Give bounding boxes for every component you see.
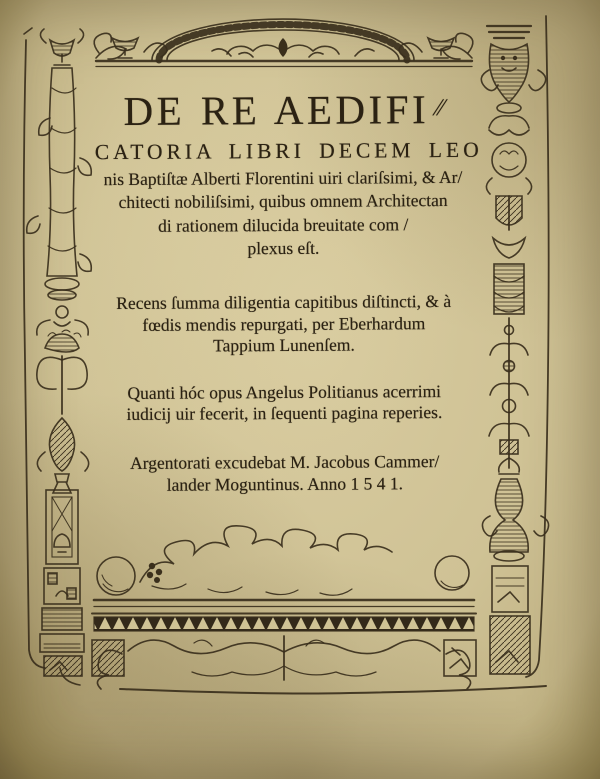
subtitle-paragraph <box>95 166 472 262</box>
commendation-line: Quanti hóc opus Angelus Politianus acerrimi <box>127 381 442 403</box>
editorial-note-line: Recens ſumma diligentia capitibus diſtincti, & à <box>116 290 452 314</box>
editorial-note-paragraph <box>96 291 472 358</box>
hyphenation-mark: // <box>430 95 446 122</box>
subtitle-line: nis Baptiſtæ Alberti Florentini uiri clariſsimi, & Ar/ <box>103 166 463 190</box>
imprint-line: lander Moguntinus. Anno 1 5 4 1. <box>166 473 404 495</box>
subtitle-line: chitecti nobiliſsimi, quibus omnem Architectan <box>118 190 448 213</box>
imprint-paragraph <box>97 451 473 497</box>
editorial-note-line: fœdis mendis repurgati, per Eberhardum <box>142 312 426 335</box>
left-border-column <box>24 28 92 676</box>
main-title-text: DE RE AEDIFI <box>123 86 430 134</box>
imprint-line: Argentorati excudebat M. Jacobus Cammer/ <box>130 451 440 473</box>
commendation-line: iudicij uir fecerit, in ſequenti pagina reperies. <box>126 402 443 424</box>
subtitle-line: di rationem dilucida breuitate com / <box>158 214 409 236</box>
title-page-text <box>94 0 483 701</box>
commendation-paragraph <box>96 381 472 425</box>
editorial-note-line: Tappium Lunenſem. <box>213 334 355 356</box>
main-title-line-2: CATORIA LIBRI DECEM LEO <box>94 137 483 165</box>
main-title-line-1 <box>94 87 470 134</box>
subtitle-line: plexus eſt. <box>247 238 320 259</box>
right-border-column <box>481 16 548 677</box>
